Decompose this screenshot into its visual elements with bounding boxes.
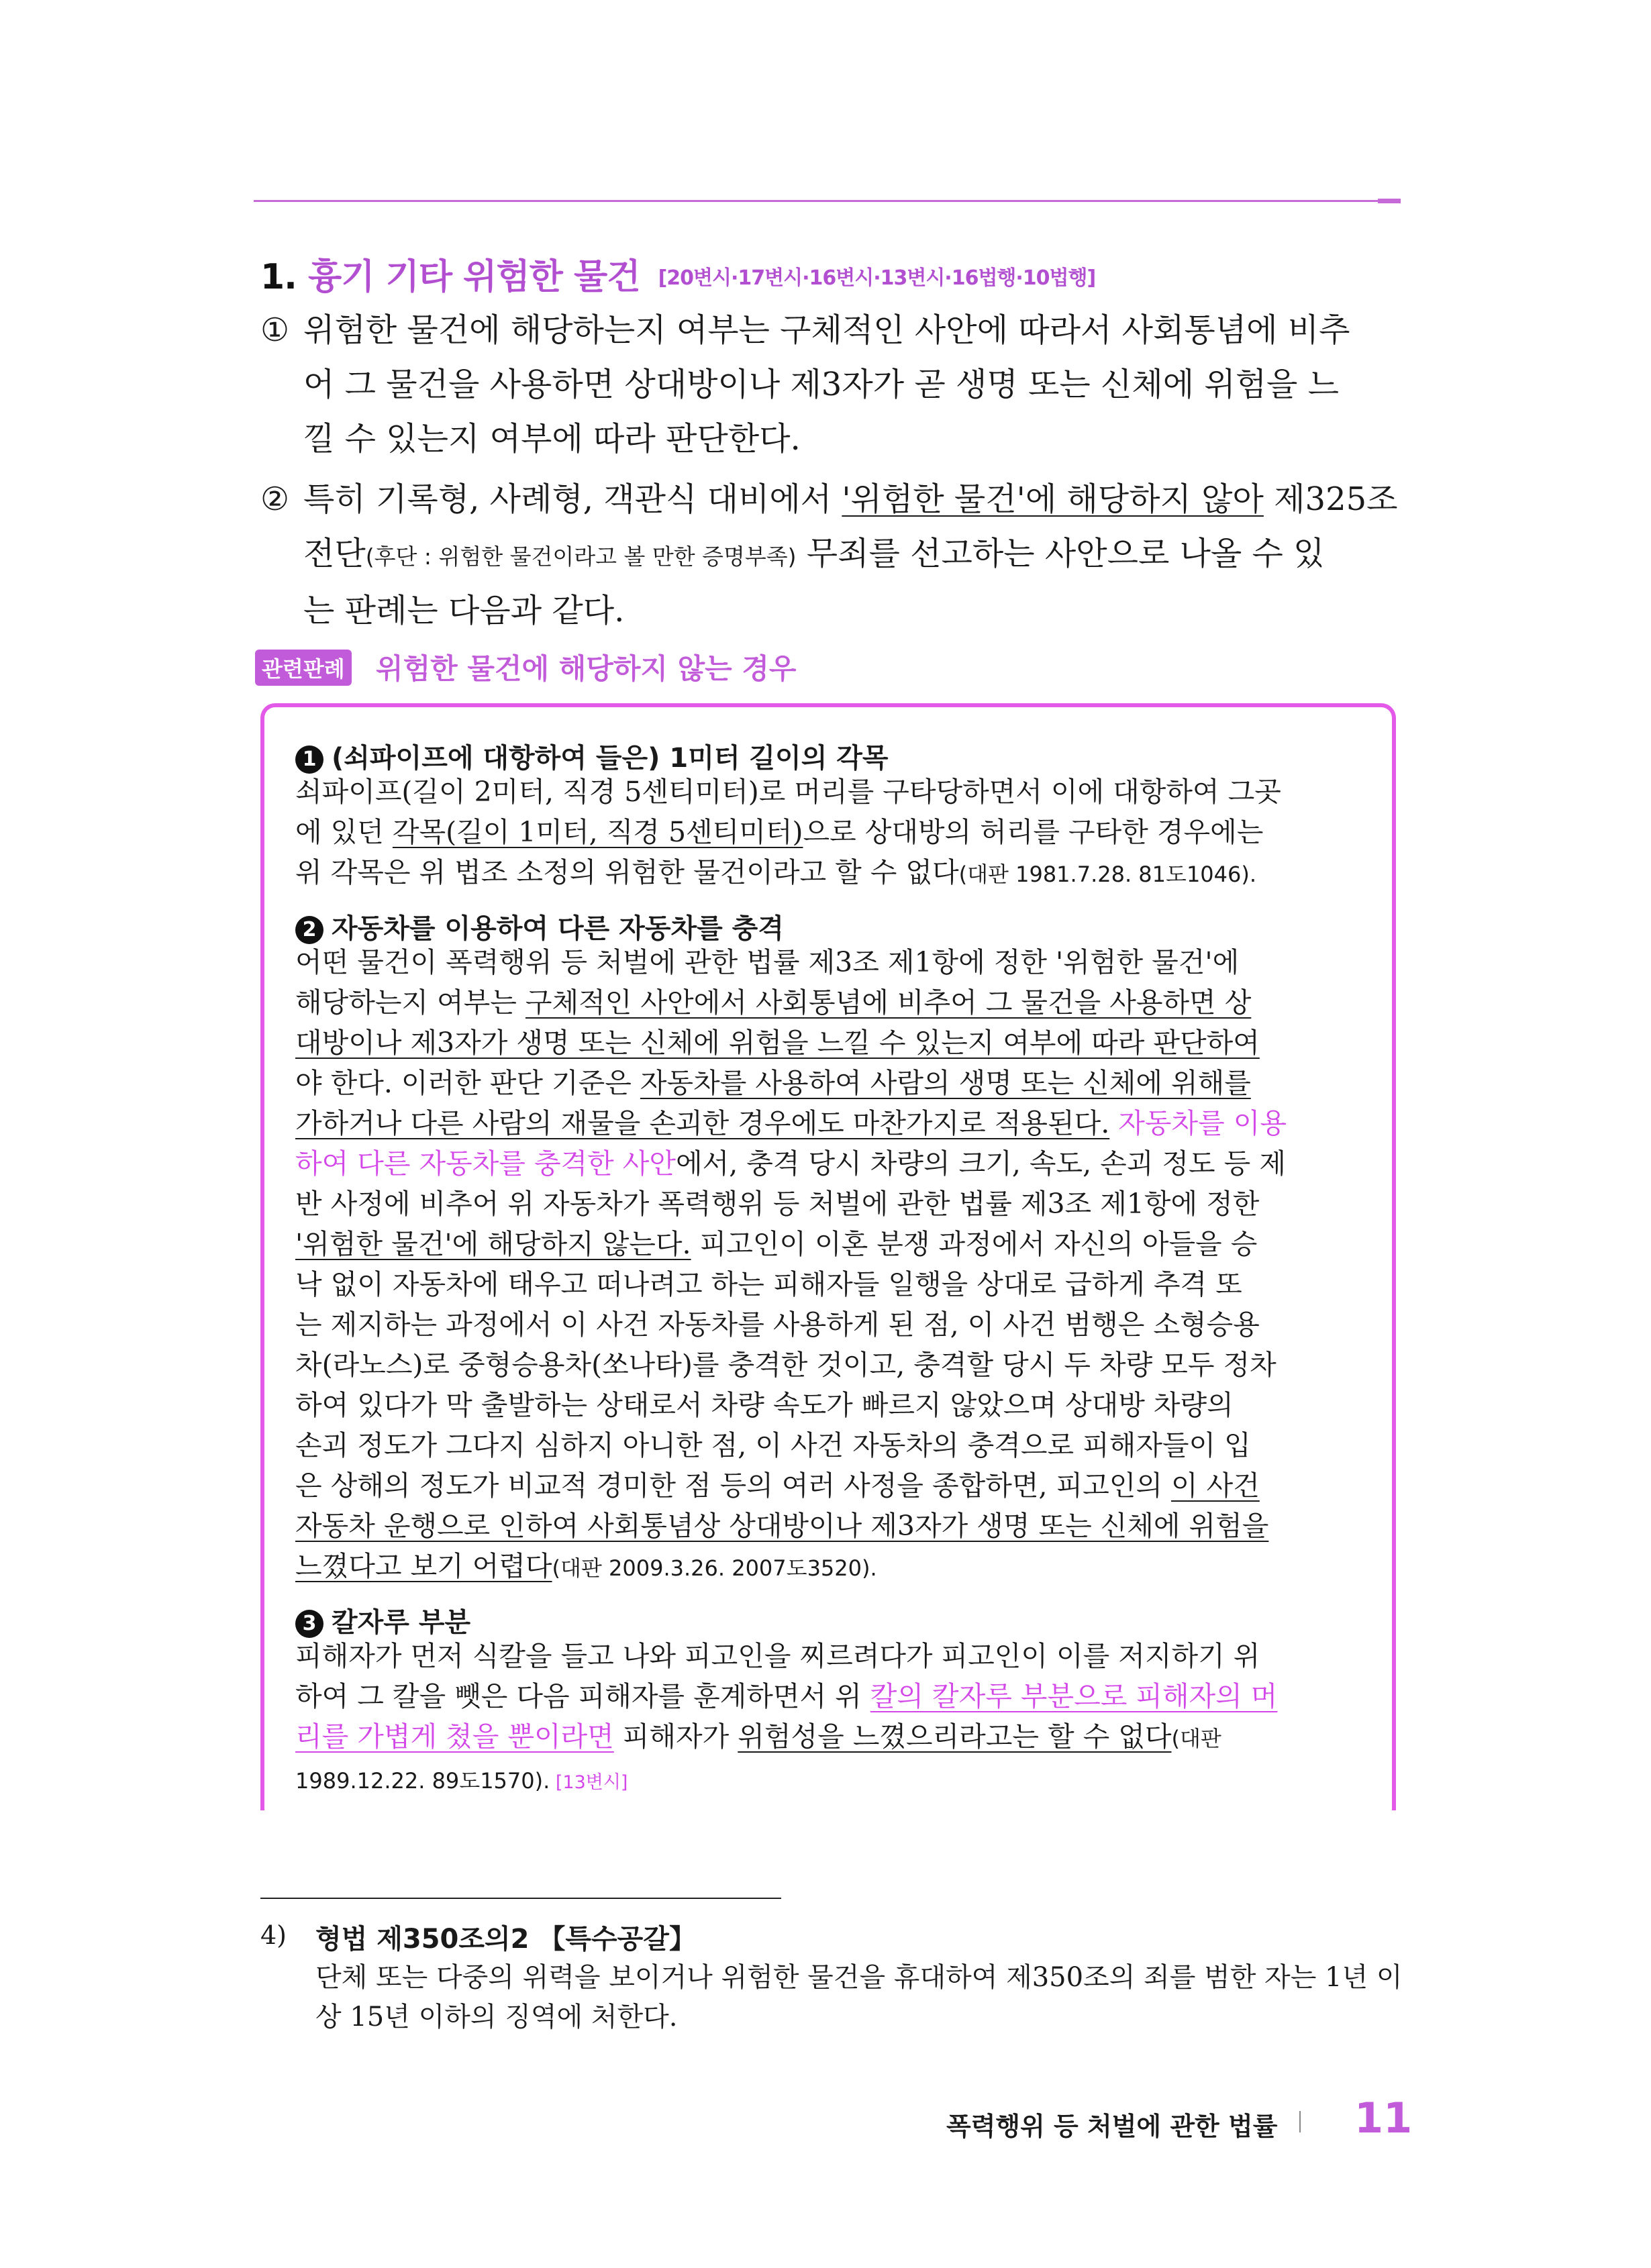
section-number: 1. bbox=[260, 257, 297, 297]
paragraph-line: 어 그 물건을 사용하면 상대방이나 제3자가 곧 생명 또는 신체에 위험을 느 bbox=[303, 366, 1340, 403]
related-cases-title: 위험한 물건에 해당하지 않는 경우 bbox=[376, 652, 797, 685]
case-1-body: 쇠파이프(길이 2미터, 직경 5센티미터)로 머리를 구타당하면서 이에 대항하여 그곳 에 있던 각목(길이 1미터, 직경 5센티미터)으로 상대방의 허리를 구타한 경우에는 위 각목은 위 법조 소정의 위험한 물건이라고 할 수 없다(대판 1981.7.28. 81도1046). bbox=[295, 776, 1281, 888]
case-number-badge: 1 bbox=[295, 745, 323, 774]
paragraph-marker: ① bbox=[260, 311, 290, 349]
paragraph-line: 위험한 물건에 해당하는지 여부는 구체적인 사안에 따라서 사회통념에 비추 bbox=[303, 311, 1350, 349]
paragraph-2: ② 특히 기록형, 사례형, 객관식 대비에서 '위험한 물건'에 해당하지 않아 제325조 전단(후단 : 위험한 물건이라고 볼 만한 증명부족) 무죄를 선고하는 사안으로 나올 수 있 는 판례는 다음과 같다. bbox=[260, 472, 1401, 638]
footnote-number: 4) bbox=[260, 1920, 287, 1950]
section-heading: 흉기 기타 위험한 물건 bbox=[308, 257, 640, 297]
exam-tag: [13변시] bbox=[550, 1772, 628, 1793]
paragraph-1 bbox=[260, 303, 1401, 466]
case-number-badge: 2 bbox=[295, 916, 323, 944]
highlighted-text: 자동차를 이용 bbox=[1109, 1107, 1287, 1139]
page-number: 11 bbox=[1354, 2094, 1413, 2143]
highlighted-text: 리를 가볍게 쳤을 뿐이라면 bbox=[295, 1720, 614, 1753]
related-cases-badge: 관련판례 bbox=[255, 650, 352, 686]
case-3-heading: 3 칼자루 부분 bbox=[295, 1601, 470, 1639]
section-title bbox=[260, 248, 1095, 299]
top-rule-end bbox=[1378, 199, 1401, 203]
paragraph-line: 낄 수 있는지 여부에 따라 판단한다. bbox=[303, 420, 801, 458]
case-citation: (대판 1981.7.28. 81도1046). bbox=[958, 862, 1257, 887]
running-footer-title: 폭력행위 등 처벌에 관한 법률 bbox=[946, 2112, 1278, 2141]
case-3-body: 피해자가 먼저 식칼을 들고 나와 피고인을 찌르려다가 피고인이 이를 저지하기 위 하여 그 칼을 뺏은 다음 피해자를 훈계하면서 위 칼의 칼자루 부분으로 피해자의 머 리를 가볍게 쳤을 뿐이라면 피해자가 위험성을 느꼈으리라고는 할 수 없다(대판 1989.12.22. 89도1570). [13변시] bbox=[295, 1640, 1278, 1794]
case-2-heading: 2 자동차를 이용하여 다른 자동차를 충격 bbox=[295, 907, 784, 945]
footnote-rule bbox=[260, 1898, 781, 1899]
footer-separator bbox=[1299, 2111, 1301, 2132]
parenthetical-note: (후단 : 위험한 물건이라고 볼 만한 증명부족) bbox=[365, 544, 797, 570]
footnote-body: 단체 또는 다중의 위력을 보이거나 위험한 물건을 휴대하여 제350조의 죄를 범한 자는 1년 이 상 15년 이하의 징역에 처한다. bbox=[315, 1962, 1403, 2032]
case-2-body: 어떤 물건이 폭력행위 등 처벌에 관한 법률 제3조 제1항에 정한 '위험한 물건'에 해당하는지 여부는 구체적인 사안에서 사회통념에 비추어 그 물건을 사용하면 상 대방이나 제3자가 생명 또는 신체에 위험을 느낄 수 있는지 여부에 따라 판단하여 야 한다. 이러한 판단 기준은 자동차를 사용하여 사람의 생명 또는 신체에 위해를 가하거나 다른 사람의 재물을 손괴한 경우에도 마찬가지로 적용된다. 자동차를 이용 하여 다른 자동차를 충격한 사안에서, 충격 당시 차량의 크기, 속도, 손괴 정도 등 제 반 사정에 비추어 위 자동차가 폭력행위 등 처벌에 관한 법률 제3조 제1항에 정한 '위험한 물건'에 해당하지 않는다. 피고인이 이혼 분쟁 과정에서 자신의 아들을 승 낙 없이 자동차에 태우고 떠나려고 하는 피해자들 일행을 상대로 급하게 추격 또 는 제지하는 과정에서 이 사건 자동차를 사용하게 된 점, 이 사건 범행은 소형승용 차(라노스)로 중형승용차(쏘나타)를 충격한 것이고, 충격할 당시 두 차량 모두 정차 하여 있다가 막 출발하는 상태로서 차량 속도가 빠르지 않았으며 상대방 차량의 손괴 정도가 그다지 심하지 아니한 점, 이 사건 자동차의 충격으로 피해자들이 입 은 상해의 정도가 비교적 경미한 점 등의 여러 사정을 종합하면, 피고인의 이 사건 자동차 운행으로 인하여 사회통념상 상대방이나 제3자가 생명 또는 신체에 위험을 느꼈다고 보기 어렵다(대판 2009.3.26. 2007도3520). bbox=[295, 946, 1287, 1582]
case-citation: 1989.12.22. 89도1570). bbox=[295, 1768, 550, 1794]
highlighted-text: 칼의 칼자루 부분으로 피해자의 머 bbox=[870, 1680, 1278, 1712]
paragraph-marker: ② bbox=[260, 480, 290, 518]
case-number-badge: 3 bbox=[295, 1610, 323, 1638]
section-exam-tag: [20변시·17변시·16변시·13변시·16법행·10법행] bbox=[658, 266, 1096, 290]
case-citation: (대판 2009.3.26. 2007도3520). bbox=[552, 1555, 877, 1581]
footnote-title: 형법 제350조의2 【특수공갈】 bbox=[315, 1924, 696, 1955]
underlined-text: '위험한 물건'에 해당하지 않아 bbox=[842, 480, 1264, 518]
highlighted-text: 하여 다른 자동차를 충격한 사안 bbox=[295, 1147, 677, 1180]
top-rule bbox=[254, 200, 1398, 202]
case-1-heading: 1 (쇠파이프에 대항하여 들은) 1미터 길이의 각목 bbox=[295, 737, 889, 775]
